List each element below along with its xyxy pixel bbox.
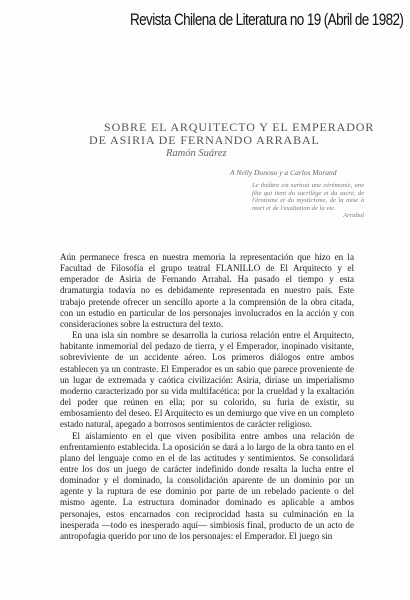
article-title-block [60, 120, 375, 159]
article-title-line1: SOBRE EL ARQUITECTO Y EL EMPERADOR [104, 120, 375, 134]
epigraph-text: Le théâtre est surtout une cérémonie, une fête qui tient du sacrilège et du sacré, de l'érotisme et du mysticisme, de la mise à mort et de l'exaltation de la vie. [252, 182, 364, 212]
journal-header: Revista Chilena de Literatura no 19 (Abril de 1982) [130, 10, 404, 29]
dedication: A Nelly Donoso y a Carlos Morand [230, 168, 337, 177]
article-author: Ramón Suárez [166, 148, 227, 159]
article-body [60, 252, 354, 542]
body-paragraph: El aislamiento en el que viven posibilita entre ambos una relación de enfrentamiento establecida. La oposición se dará a lo largo de la obra tanto en el plano del lenguaje como en el de las actitudes y sentimientos. Se consolidará entre los dos un juego de carácter indefinido donde resalta la lucha entre el dominador y el dominado, la consolidación aparente de un dominio por un agente y la ruptura de ese dominio por parte de un rebelado paciente o del mismo agente. La estructura dominador dominado es aplicable a ambos personajes, estos encarnados con reciprocidad hasta su culminación en la inesperada —todo es inesperado aquí— simbiosis final, producto de un acto de antropofagia querido por uno de los personajes: el Emperador. El juego sin [60, 430, 354, 541]
body-paragraph: Aún permanece fresca en nuestra memoria la representación que hizo en la Facultad de Filosofía el grupo teatral FLANILLO de El Arquitecto y el emperador de Asiria de Fernando Arrabal. Ha pasado el tiempo y esta dramaturgia todavía no es debidamente representada en nuestro país. Este trabajo pretende ofrecer un sencillo aporte a la comprensión de la obra citada, con un estudio en particular de los personajes involucrados en la acción y con consideraciones sobre la estructura del texto. [60, 252, 354, 329]
epigraph [252, 182, 364, 220]
body-paragraph: En una isla sin nombre se desarrolla la curiosa relación entre el Arquitecto, habitante inmemorial del pedazo de tierra, y el Emperador, inopinado visitante, sobreviviente de un accidente aéreo. Los primeros diálogos entre ambos establecen ya un contraste. El Emperador es un sabio que parece proveniente de un lugar de extremada y caótica civilización: Asiria, diríase un imperialismo moderno caracterizado por su vida multifacética: por la crueldad y la exaltación del poder que reúnen en ella; por su colorido, su furia de existir, su embosamiento del deseo. El Arquitecto es un demiurgo que vive en un completo estado natural, apegado a borrosos sentimientos de carácter religioso. [60, 330, 354, 430]
article-title-line2: DE ASIRIA DE FERNANDO ARRABAL [89, 133, 320, 147]
epigraph-signature: Arrabal [343, 212, 364, 220]
